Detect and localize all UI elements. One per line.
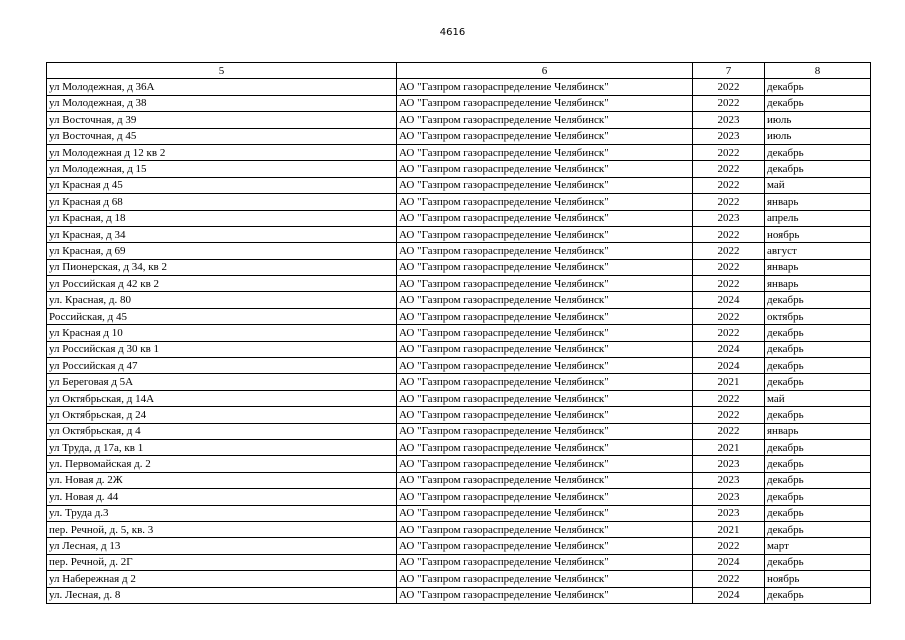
cell-month: декабрь [765, 358, 871, 374]
cell-organization: АО "Газпром газораспределение Челябинск" [397, 112, 693, 128]
cell-organization: АО "Газпром газораспределение Челябинск" [397, 226, 693, 242]
cell-organization: АО "Газпром газораспределение Челябинск" [397, 177, 693, 193]
cell-address: ул Красная д 45 [47, 177, 397, 193]
cell-month: декабрь [765, 554, 871, 570]
table-row [47, 226, 871, 242]
cell-address: ул Красная, д 18 [47, 210, 397, 226]
cell-year: 2024 [693, 292, 765, 308]
cell-address: Российская, д 45 [47, 308, 397, 324]
cell-year: 2022 [693, 571, 765, 587]
table-row [47, 308, 871, 324]
table-row [47, 292, 871, 308]
cell-address: ул Лесная, д 13 [47, 538, 397, 554]
table-body [47, 79, 871, 604]
cell-organization: АО "Газпром газораспределение Челябинск" [397, 571, 693, 587]
cell-organization: АО "Газпром газораспределение Челябинск" [397, 144, 693, 160]
cell-organization: АО "Газпром газораспределение Челябинск" [397, 423, 693, 439]
cell-month: декабрь [765, 144, 871, 160]
table-row [47, 112, 871, 128]
cell-year: 2022 [693, 79, 765, 95]
table-row [47, 243, 871, 259]
cell-organization: АО "Газпром газораспределение Челябинск" [397, 276, 693, 292]
cell-address: ул Октябрьская, д 4 [47, 423, 397, 439]
cell-month: декабрь [765, 95, 871, 111]
table-header-row [47, 63, 871, 79]
cell-month: декабрь [765, 587, 871, 603]
cell-organization: АО "Газпром газораспределение Челябинск" [397, 489, 693, 505]
cell-month: январь [765, 423, 871, 439]
cell-year: 2022 [693, 538, 765, 554]
cell-month: апрель [765, 210, 871, 226]
cell-organization: АО "Газпром газораспределение Челябинск" [397, 128, 693, 144]
column-header-organization: 6 [397, 63, 693, 79]
page-number: 4616 [439, 27, 466, 38]
table-row [47, 538, 871, 554]
table-row [47, 276, 871, 292]
cell-organization: АО "Газпром газораспределение Челябинск" [397, 390, 693, 406]
cell-organization: АО "Газпром газораспределение Челябинск" [397, 243, 693, 259]
cell-address: ул Российская д 30 кв 1 [47, 341, 397, 357]
cell-month: декабрь [765, 79, 871, 95]
cell-year: 2021 [693, 439, 765, 455]
cell-address: ул Молодежная, д 15 [47, 161, 397, 177]
cell-month: декабрь [765, 521, 871, 537]
cell-address: ул. Первомайская д. 2 [47, 456, 397, 472]
table-row [47, 489, 871, 505]
cell-year: 2022 [693, 259, 765, 275]
table-row [47, 505, 871, 521]
cell-address: ул Молодежная, д 38 [47, 95, 397, 111]
cell-month: январь [765, 276, 871, 292]
table-row [47, 521, 871, 537]
cell-month: декабрь [765, 341, 871, 357]
cell-address: ул Октябрьская, д 14А [47, 390, 397, 406]
cell-year: 2022 [693, 144, 765, 160]
table-row [47, 456, 871, 472]
cell-year: 2022 [693, 194, 765, 210]
table-row [47, 341, 871, 357]
cell-year: 2024 [693, 341, 765, 357]
gas-registry-table [46, 62, 871, 604]
cell-address: ул. Труда д.3 [47, 505, 397, 521]
column-header-month: 8 [765, 63, 871, 79]
cell-year: 2022 [693, 407, 765, 423]
cell-year: 2023 [693, 210, 765, 226]
cell-address: пер. Речной, д. 5, кв. 3 [47, 521, 397, 537]
cell-organization: АО "Газпром газораспределение Челябинск" [397, 259, 693, 275]
cell-month: декабрь [765, 472, 871, 488]
cell-address: ул. Красная, д. 80 [47, 292, 397, 308]
cell-organization: АО "Газпром газораспределение Челябинск" [397, 505, 693, 521]
cell-year: 2022 [693, 308, 765, 324]
cell-month: май [765, 390, 871, 406]
cell-organization: АО "Газпром газораспределение Челябинск" [397, 341, 693, 357]
table-row [47, 554, 871, 570]
table-row [47, 374, 871, 390]
table-row [47, 128, 871, 144]
table-row [47, 161, 871, 177]
cell-organization: АО "Газпром газораспределение Челябинск" [397, 538, 693, 554]
cell-month: март [765, 538, 871, 554]
cell-organization: АО "Газпром газораспределение Челябинск" [397, 194, 693, 210]
cell-month: июль [765, 128, 871, 144]
cell-month: октябрь [765, 308, 871, 324]
cell-organization: АО "Газпром газораспределение Челябинск" [397, 456, 693, 472]
cell-organization: АО "Газпром газораспределение Челябинск" [397, 521, 693, 537]
cell-year: 2022 [693, 243, 765, 259]
cell-year: 2022 [693, 276, 765, 292]
cell-year: 2022 [693, 177, 765, 193]
cell-month: декабрь [765, 325, 871, 341]
table-row [47, 472, 871, 488]
table-row [47, 144, 871, 160]
table-row [47, 390, 871, 406]
cell-address: ул Береговая д 5А [47, 374, 397, 390]
cell-year: 2024 [693, 554, 765, 570]
cell-month: декабрь [765, 456, 871, 472]
cell-address: ул Красная д 10 [47, 325, 397, 341]
cell-month: ноябрь [765, 226, 871, 242]
table-row [47, 259, 871, 275]
cell-address: ул Октябрьская, д 24 [47, 407, 397, 423]
cell-month: ноябрь [765, 571, 871, 587]
cell-year: 2021 [693, 374, 765, 390]
cell-address: ул. Лесная, д. 8 [47, 587, 397, 603]
table-row [47, 587, 871, 603]
cell-address: ул Молодежная, д 36А [47, 79, 397, 95]
cell-month: декабрь [765, 374, 871, 390]
cell-year: 2024 [693, 587, 765, 603]
cell-address: ул Красная, д 69 [47, 243, 397, 259]
cell-organization: АО "Газпром газораспределение Челябинск" [397, 292, 693, 308]
cell-address: ул Красная, д 34 [47, 226, 397, 242]
cell-month: декабрь [765, 407, 871, 423]
cell-year: 2021 [693, 521, 765, 537]
table-row [47, 210, 871, 226]
cell-organization: АО "Газпром газораспределение Челябинск" [397, 554, 693, 570]
cell-month: декабрь [765, 439, 871, 455]
cell-address: ул Красная д 68 [47, 194, 397, 210]
cell-organization: АО "Газпром газораспределение Челябинск" [397, 161, 693, 177]
cell-organization: АО "Газпром газораспределение Челябинск" [397, 95, 693, 111]
cell-organization: АО "Газпром газораспределение Челябинск" [397, 308, 693, 324]
cell-month: май [765, 177, 871, 193]
cell-address: ул Труда, д 17а, кв 1 [47, 439, 397, 455]
cell-year: 2022 [693, 390, 765, 406]
table-row [47, 358, 871, 374]
cell-month: декабрь [765, 489, 871, 505]
table-row [47, 95, 871, 111]
column-header-year: 7 [693, 63, 765, 79]
cell-organization: АО "Газпром газораспределение Челябинск" [397, 325, 693, 341]
cell-organization: АО "Газпром газораспределение Челябинск" [397, 407, 693, 423]
cell-year: 2022 [693, 161, 765, 177]
cell-organization: АО "Газпром газораспределение Челябинск" [397, 472, 693, 488]
cell-organization: АО "Газпром газораспределение Челябинск" [397, 374, 693, 390]
cell-year: 2023 [693, 472, 765, 488]
cell-address: ул Пионерская, д 34, кв 2 [47, 259, 397, 275]
cell-month: август [765, 243, 871, 259]
cell-address: ул. Новая д. 44 [47, 489, 397, 505]
table-row [47, 177, 871, 193]
cell-month: январь [765, 194, 871, 210]
cell-year: 2023 [693, 489, 765, 505]
cell-year: 2022 [693, 423, 765, 439]
column-header-address: 5 [47, 63, 397, 79]
cell-address: ул Восточная, д 39 [47, 112, 397, 128]
cell-organization: АО "Газпром газораспределение Челябинск" [397, 358, 693, 374]
cell-organization: АО "Газпром газораспределение Челябинск" [397, 587, 693, 603]
table-row [47, 79, 871, 95]
table-row [47, 423, 871, 439]
cell-year: 2023 [693, 128, 765, 144]
cell-month: декабрь [765, 292, 871, 308]
cell-organization: АО "Газпром газораспределение Челябинск" [397, 439, 693, 455]
table-row [47, 325, 871, 341]
table-row [47, 194, 871, 210]
cell-year: 2022 [693, 95, 765, 111]
cell-year: 2024 [693, 358, 765, 374]
cell-address: ул Молодежная д 12 кв 2 [47, 144, 397, 160]
cell-year: 2022 [693, 226, 765, 242]
cell-address: ул Российская д 42 кв 2 [47, 276, 397, 292]
table-row [47, 439, 871, 455]
cell-address: ул. Новая д. 2Ж [47, 472, 397, 488]
cell-address: ул Восточная, д 45 [47, 128, 397, 144]
cell-address: ул Набережная д 2 [47, 571, 397, 587]
cell-month: июль [765, 112, 871, 128]
cell-month: декабрь [765, 161, 871, 177]
cell-year: 2022 [693, 325, 765, 341]
cell-year: 2023 [693, 505, 765, 521]
table-row [47, 571, 871, 587]
cell-address: ул Российская д 47 [47, 358, 397, 374]
cell-organization: АО "Газпром газораспределение Челябинск" [397, 210, 693, 226]
cell-year: 2023 [693, 456, 765, 472]
table-row [47, 407, 871, 423]
cell-organization: АО "Газпром газораспределение Челябинск" [397, 79, 693, 95]
cell-month: декабрь [765, 505, 871, 521]
cell-address: пер. Речной, д. 2Г [47, 554, 397, 570]
cell-year: 2023 [693, 112, 765, 128]
cell-month: январь [765, 259, 871, 275]
